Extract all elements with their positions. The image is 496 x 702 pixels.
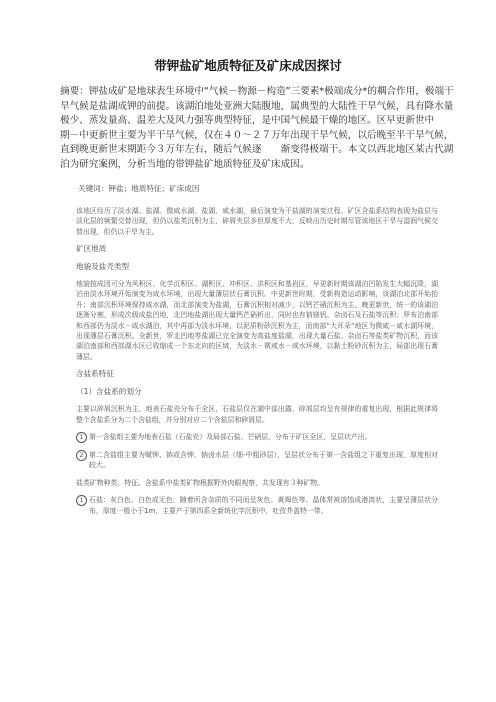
subsubsection-heading: （1）含盐系的划分 — [76, 386, 142, 396]
list-item — [62, 432, 438, 443]
list-item — [62, 450, 438, 471]
document-body — [62, 206, 438, 516]
paragraph: 地貌按成因可分为风积区、化学沉积区、湖积区、冲积区、洪积区和基岩区，早更新时期该湖泊凹陷发生大幅沉降，湖泊由淡水环境开始演变为咸水环境，出现大量薄层状石膏沉积。中更新世时期，受新构造运动影响，该湖泊北部开始抬升；南部沉积环境保持咸水湖，而北部演变为盐湖，石膏沉积相对减少，以钙芒硝沉积为主。晚更新世，统一的该湖泊逐渐分割，形成次级成盐凹地，北凹地盐湖出现大量钙芒硝析出，同时也有钠镁钒、杂卤石及石盐等沉积；罗布泊南部和西部仍为淡水－咸水湖泊，其中再部为淡水环境，以泥质粉砂沉积为主，而南部“大耳朵”地区为微咸－咸水湖环境，出现薄层石膏沉积。全新世，罗北凹地等盐湖已完全演变为高盐度盐湖，出现大量石盐、杂卤石等盐类矿物沉积，而该湖泊南部和西部湖水区已收缩成一个东北向的区域，为淡水－微咸水－咸水环境，以黏土粉砂沉积为主，局部出现石膏薄层。 — [76, 280, 438, 361]
circled-number: 1 — [76, 432, 87, 443]
abstract — [60, 85, 456, 173]
list-item-text: 第一含盐组主要为地表石盐（石盐壳）及局部石盐、芒硝层，分布于矿区全区，呈层状产出。 — [89, 432, 372, 441]
list-item-text: 石盐：灰白色、白色或无色，随着所含杂质的不同而呈灰色、黄褐色等。晶体常被溶蚀成港湾状，主要呈薄层状分布，厚度一般小于1m，主要产于第四系全新统化学沉积中，吐孜芥盖特一带。 — [89, 496, 438, 515]
paragraph: 盐类矿物种类、特征。含盐系中盐类矿物根据野外肉眼观察，共发现有３种矿物。 — [76, 478, 325, 487]
subsection-heading: 含盐系特征 — [76, 369, 114, 379]
circled-number: 1 — [76, 495, 87, 506]
abstract-text: 摘要：钾盐成矿是地球表生环境中“气候－物源－构造”三要素*极端成分*的耦合作用，极端干旱气候是盐湖成钾的前提。该湖泊地处亚洲大陆腹地，属典型的大陆性干旱气候，具有降水量极少、蒸发量高、温差大及风力强等典型特征，是中国气候最干燥的地区。区早更新世中 期－中更新世主要为半干旱气候，仅在４０～２７万年出现干旱气候，以后晚至半干旱气候，直到晚更新世末期距今３万年左右，随后气候逐 渐变得极端干。本文以西北地区某古代湖泊为研究案例，分析当地的带钾盐矿地质特征及矿床成因。 — [60, 86, 454, 170]
keywords: 关键词：钾盐；地质特征；矿床成因 — [78, 184, 200, 193]
intro-paragraph: 该地区经历了淡水湖、盐湖、微咸水湖、盐湖、咸水湖，最后演变为干盐湖的演变过程。矿区含盐系结构表现为盐层与淡化层的频繁交替出现，但仍以盐类沉积为主，碎屑夹层多但厚度不大，反映出历史时期尽管该地区干旱与湿润气候交替出现，但仍以干旱为主。 — [76, 207, 438, 236]
paragraph: 主要以碎屑沉积为主，地表石盐壳分布于全区，石盐层仅在湖中部出露，碎屑层均呈有规律的重复出现，根据此规律将整个含盐系分为二个含盐组，并分别对应二个含盐层和碎屑层。 — [76, 405, 438, 424]
section-heading: 矿区地质 — [76, 244, 107, 254]
subsection-heading: 地貌及盐壳类型 — [76, 261, 130, 271]
document-title: 带钾盐矿地质特征及矿床成因探讨 — [154, 58, 342, 73]
list-item-text: 第二含盐组主要为赋钾、钠或含钾、钠卤水层（细-中粗砂层），呈层状分布于第一含盐组之下重复出现，厚度相对较大。 — [89, 450, 438, 470]
circled-number: 2 — [76, 450, 87, 461]
list-item — [62, 495, 438, 516]
